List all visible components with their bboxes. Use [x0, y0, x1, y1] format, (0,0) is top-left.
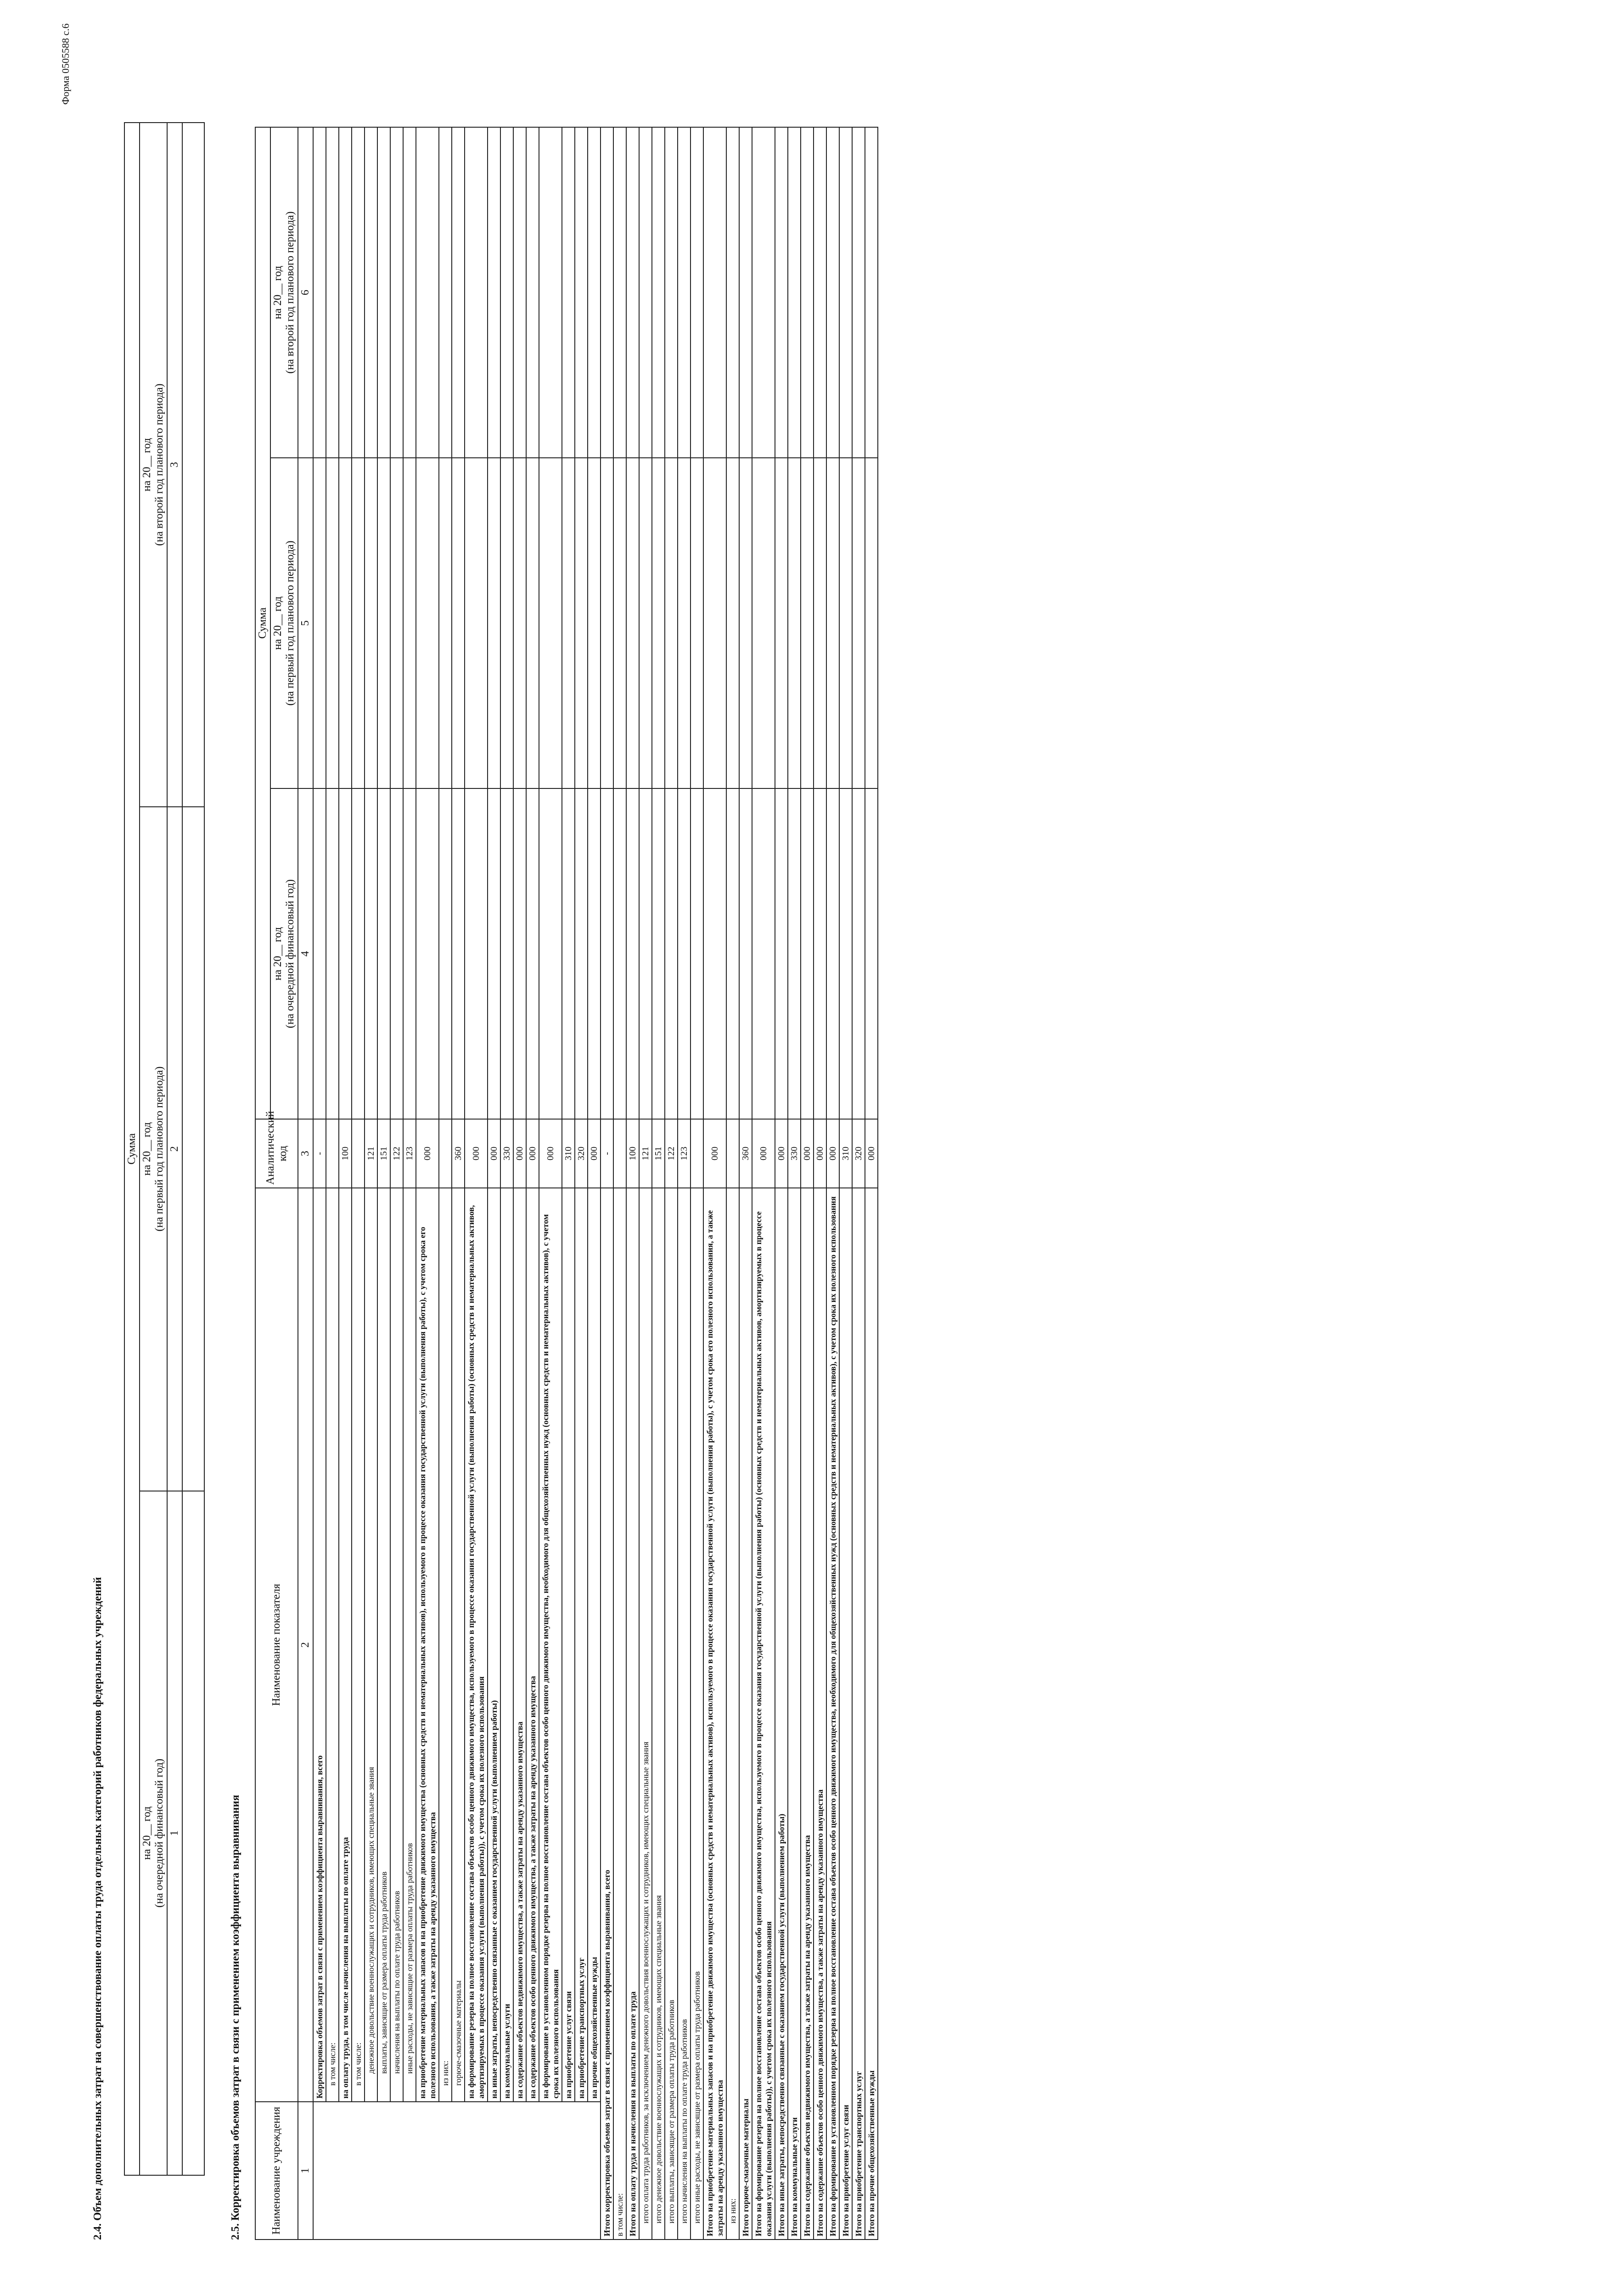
t1-sum-header: Сумма [124, 123, 140, 2175]
total-row [826, 127, 839, 2240]
sum-year-1-cell[interactable] [601, 788, 613, 1119]
table-row [513, 127, 526, 2240]
sum-year-2-cell[interactable] [665, 458, 678, 788]
analytic-code [439, 1119, 452, 1188]
total-label: Итого на иные затраты, непосредственно связанные с оказанием государственной услуги (выполнением работы) [775, 1188, 788, 2240]
sum-year-3-cell[interactable] [403, 127, 416, 458]
t1-col-2-header [140, 807, 167, 1491]
analytic-code [613, 1119, 626, 1188]
sum-year-1-cell[interactable] [562, 788, 575, 1119]
sum-year-2-cell[interactable] [326, 458, 339, 788]
table-row [339, 127, 352, 2240]
sum-year-2-cell[interactable] [801, 458, 814, 788]
t2-code-header: Аналитический код [255, 1119, 298, 1188]
sum-year-3-cell[interactable] [814, 127, 826, 458]
total-row [839, 127, 852, 2240]
table-2-5 [255, 127, 878, 2240]
t2-num-5: 5 [298, 458, 313, 788]
t2-year-3-header [270, 127, 298, 458]
sum-year-2-cell[interactable] [500, 458, 513, 788]
analytic-code: 151 [652, 1119, 665, 1188]
sum-year-2-cell[interactable] [365, 458, 377, 788]
analytic-code: 000 [465, 1119, 488, 1188]
analytic-code: 000 [703, 1119, 726, 1188]
total-label: Итого на приобретение услуг связи [839, 1188, 852, 2240]
analytic-code: 000 [588, 1119, 601, 1188]
analytic-code: 360 [452, 1119, 465, 1188]
analytic-code: 330 [500, 1119, 513, 1188]
sum-year-2-cell[interactable] [726, 458, 739, 788]
sum-year-1-cell[interactable] [652, 788, 665, 1119]
indicator-label: в том числе: [326, 1188, 339, 2102]
sum-year-2-cell[interactable] [601, 458, 613, 788]
sum-year-2-cell[interactable] [452, 458, 465, 788]
sum-year-2-cell[interactable] [752, 458, 775, 788]
t2-year-1-header [270, 788, 298, 1119]
sum-year-1-cell[interactable] [626, 788, 639, 1119]
sum-year-2-cell[interactable] [639, 458, 652, 788]
sum-year-2-cell[interactable] [852, 458, 865, 788]
sum-year-1-cell[interactable] [801, 788, 814, 1119]
table-2-4 [124, 122, 205, 2176]
indicator-label: на формирование резерва на полное восстановление состава объектов особо ценного движимого имущества, используемого в процессе оказания государственной услуги (выполнения работы) (основных средств и нематериальных активов, амортизируемых в процессе оказания услуги (выполнения работы)), с учетом срока их полезного использования [465, 1188, 488, 2102]
sum-year-2-cell[interactable] [814, 458, 826, 788]
analytic-code: 000 [416, 1119, 439, 1188]
indicator-label: на прочие общехозяйственные нужды [588, 1188, 601, 2102]
total-row [691, 127, 703, 2240]
sum-year-3-cell[interactable] [652, 127, 665, 458]
t1-num-3: 3 [167, 123, 182, 807]
sum-year-3-cell[interactable] [452, 127, 465, 458]
sum-year-1-cell[interactable] [678, 788, 691, 1119]
sum-year-1-cell[interactable] [377, 788, 390, 1119]
sum-year-1-cell[interactable] [665, 788, 678, 1119]
sum-year-3-cell[interactable] [365, 127, 377, 458]
total-row [852, 127, 865, 2240]
sum-year-3-cell[interactable] [352, 127, 365, 458]
sum-year-1-cell[interactable] [465, 788, 488, 1119]
sum-year-3-cell[interactable] [588, 127, 601, 458]
sum-year-3-cell[interactable] [852, 127, 865, 458]
t2-num-2: 2 [298, 1188, 313, 2102]
t1-col-3-header [140, 123, 167, 807]
analytic-code: 100 [626, 1119, 639, 1188]
t1-value-3[interactable] [182, 123, 204, 807]
indicator-label: горюче-смазочные материалы [452, 1188, 465, 2102]
sum-year-1-cell[interactable] [865, 788, 878, 1119]
section-2-5-title: 2.5. Корректировка объемов затрат в связи с применением коэффициента выравнивания [230, 1795, 241, 2240]
sum-year-3-cell[interactable] [626, 127, 639, 458]
indicator-label: на коммунальные услуги [500, 1188, 513, 2102]
sum-year-3-cell[interactable] [691, 127, 703, 458]
sum-year-1-cell[interactable] [403, 788, 416, 1119]
total-label: итого денежное довольствие военнослужащих и сотрудников, имеющих специальные звания [652, 1188, 665, 2240]
table-row [390, 127, 403, 2240]
sum-year-1-cell[interactable] [839, 788, 852, 1119]
indicator-label: выплаты, зависящие от размера оплаты труда работников [377, 1188, 390, 2102]
total-label: Итого на содержание объектов особо ценного движимого имущества, а также затраты на аренду указанного имущества [814, 1188, 826, 2240]
total-label: итого начисления на выплаты по оплате труда работников [678, 1188, 691, 2240]
analytic-code: 000 [488, 1119, 500, 1188]
t1-value-1[interactable] [182, 1491, 204, 2175]
indicator-label: начисления на выплаты по оплате труда работников [390, 1188, 403, 2102]
sum-year-2-cell[interactable] [703, 458, 726, 788]
table-row [562, 127, 575, 2240]
total-label: итого иные расходы, не зависящие от размера оплаты труда работников [691, 1188, 703, 2240]
analytic-code: 320 [575, 1119, 588, 1188]
total-label: Итого на формирование в установленном порядке резерва на полное восстановление состава объектов особо ценного движимого имущества, необходимого для общехозяйственных нужд (основных средств и нематериальных активов), с учетом срока их полезного использования [826, 1188, 839, 2240]
analytic-code [726, 1119, 739, 1188]
indicator-label: из них: [439, 1188, 452, 2102]
sum-year-2-cell[interactable] [313, 458, 326, 788]
t1-col-3-period: (на второй год планового периода) [153, 383, 165, 546]
indicator-label: на содержание объектов недвижимого имущества, а также затраты на аренду указанного имущества [513, 1188, 526, 2102]
table-row [500, 127, 513, 2240]
sum-year-2-cell[interactable] [377, 458, 390, 788]
sum-year-2-cell[interactable] [403, 458, 416, 788]
sum-year-1-cell[interactable] [588, 788, 601, 1119]
table-row [313, 127, 326, 2240]
total-label: Итого на приобретение материальных запасов и на приобретение движимого имущества (основных средств и нематериальных активов), используемого в процессе оказания государственной услуги (выполнения работы), с учетом срока его полезного использования, а также затраты на аренду указанного имущества [703, 1188, 726, 2240]
sum-year-2-cell[interactable] [613, 458, 626, 788]
total-label: Итого на оплату труда и начисления на выплаты по оплате труда [626, 1188, 639, 2240]
t2-num-6: 6 [298, 127, 313, 458]
sum-year-1-cell[interactable] [390, 788, 403, 1119]
analytic-code: 122 [390, 1119, 403, 1188]
indicator-label: на приобретение услуг связи [562, 1188, 575, 2102]
indicator-label: на формирование в установленном порядке резерва на полное восстановление состава объектов особо ценного движимого имущества, необходимого для общехозяйственных нужд (основных средств и нематериальных активов), с учетом срока их полезного использования [539, 1188, 562, 2102]
sum-year-1-cell[interactable] [739, 788, 752, 1119]
sum-year-1-cell[interactable] [639, 788, 652, 1119]
total-row [665, 127, 678, 2240]
analytic-code: 310 [562, 1119, 575, 1188]
total-row [775, 127, 788, 2240]
t2-num-3: 3 [298, 1119, 313, 1188]
t1-num-2: 2 [167, 807, 182, 1491]
sum-year-1-cell[interactable] [691, 788, 703, 1119]
analytic-code: 330 [788, 1119, 801, 1188]
table-row [452, 127, 465, 2240]
sum-year-3-cell[interactable] [678, 127, 691, 458]
total-row [801, 127, 814, 2240]
t2-num-4: 4 [298, 788, 313, 1119]
t1-col-1-year: на 20__ год [141, 1806, 153, 1860]
sum-year-3-cell[interactable] [601, 127, 613, 458]
sum-year-3-cell[interactable] [416, 127, 439, 458]
analytic-code: 000 [826, 1119, 839, 1188]
analytic-code: - [313, 1119, 326, 1188]
sum-year-2-cell[interactable] [691, 458, 703, 788]
sum-year-3-cell[interactable] [326, 127, 339, 458]
sum-year-1-cell[interactable] [726, 788, 739, 1119]
sum-year-2-cell[interactable] [513, 458, 526, 788]
sum-year-3-cell[interactable] [377, 127, 390, 458]
sum-year-1-cell[interactable] [439, 788, 452, 1119]
sum-year-1-cell[interactable] [752, 788, 775, 1119]
sum-year-3-cell[interactable] [839, 127, 852, 458]
sum-year-2-cell[interactable] [488, 458, 500, 788]
analytic-code: 123 [678, 1119, 691, 1188]
analytic-code: 000 [539, 1119, 562, 1188]
sum-year-1-cell[interactable] [326, 788, 339, 1119]
table-row [326, 127, 339, 2240]
sum-year-1-cell[interactable] [500, 788, 513, 1119]
indicator-label: на оплату труда, в том числе начисления на выплаты по оплате труда [339, 1188, 352, 2102]
sum-year-3-cell[interactable] [488, 127, 500, 458]
t2-indicator-header: Наименование показателя [255, 1188, 298, 2102]
analytic-code [326, 1119, 339, 1188]
table-row [365, 127, 377, 2240]
indicator-label: иные расходы, не зависящие от размера оплаты труда работников [403, 1188, 416, 2102]
t2-num-1: 1 [298, 2102, 313, 2240]
total-row [639, 127, 652, 2240]
sum-year-3-cell[interactable] [526, 127, 539, 458]
sum-year-2-cell[interactable] [652, 458, 665, 788]
sum-year-2-cell[interactable] [526, 458, 539, 788]
sum-year-2-cell[interactable] [339, 458, 352, 788]
sum-year-3-cell[interactable] [726, 127, 739, 458]
analytic-code: 000 [526, 1119, 539, 1188]
sum-year-1-cell[interactable] [788, 788, 801, 1119]
sum-year-2-cell[interactable] [390, 458, 403, 788]
table-row [526, 127, 539, 2240]
analytic-code: 000 [801, 1119, 814, 1188]
t1-col-1-period: (на очередной финансовый год) [153, 1758, 165, 1908]
sum-year-2-cell[interactable] [739, 458, 752, 788]
analytic-code: 000 [814, 1119, 826, 1188]
analytic-code: 100 [339, 1119, 352, 1188]
sum-year-3-cell[interactable] [562, 127, 575, 458]
total-row [788, 127, 801, 2240]
total-label: из них: [726, 1188, 739, 2240]
table-row [575, 127, 588, 2240]
t2-year-3-label: на 20__ год [272, 265, 284, 320]
sum-year-3-cell[interactable] [313, 127, 326, 458]
sum-year-1-cell[interactable] [826, 788, 839, 1119]
analytic-code: 360 [739, 1119, 752, 1188]
sum-year-2-cell[interactable] [539, 458, 562, 788]
total-label: Итого на формирование резерва на полное восстановление состава объектов особо ценного движимого имущества, используемого в процессе оказания государственной услуги (выполнения работы) (основных средств и нематериальных активов, амортизируемых в процессе оказания услуги (выполнения работы)), с учетом срока их полезного использования [752, 1188, 775, 2240]
t2-institution-header: Наименование учреждения [255, 2102, 298, 2240]
sum-year-1-cell[interactable] [313, 788, 326, 1119]
sum-year-2-cell[interactable] [352, 458, 365, 788]
analytic-code: 121 [365, 1119, 377, 1188]
sum-year-1-cell[interactable] [488, 788, 500, 1119]
t2-year-2-label: на 20__ год [272, 596, 284, 650]
t1-col-3-year: на 20__ год [141, 438, 153, 492]
total-row [703, 127, 726, 2240]
t2-year-2-sub: (на первый год планового периода) [284, 540, 296, 706]
table-row [488, 127, 500, 2240]
total-row [726, 127, 739, 2240]
sum-year-2-cell[interactable] [775, 458, 788, 788]
sum-year-3-cell[interactable] [752, 127, 775, 458]
sum-year-1-cell[interactable] [526, 788, 539, 1119]
sum-year-2-cell[interactable] [575, 458, 588, 788]
sum-year-1-cell[interactable] [703, 788, 726, 1119]
total-row [752, 127, 775, 2240]
total-row [865, 127, 878, 2240]
indicator-label: на приобретение транспортных услуг [575, 1188, 588, 2102]
total-row [601, 127, 613, 2240]
table-row [588, 127, 601, 2240]
total-label: Итого горюче-смазочные материалы [739, 1188, 752, 2240]
total-label: Итого на прочие общехозяйственные нужды [865, 1188, 878, 2240]
analytic-code [352, 1119, 365, 1188]
sum-year-1-cell[interactable] [852, 788, 865, 1119]
table-row [403, 127, 416, 2240]
sum-year-2-cell[interactable] [416, 458, 439, 788]
sum-year-2-cell[interactable] [826, 458, 839, 788]
sum-year-3-cell[interactable] [865, 127, 878, 458]
sum-year-1-cell[interactable] [365, 788, 377, 1119]
sum-year-2-cell[interactable] [865, 458, 878, 788]
section-2-4-title: 2.4. Объем дополнительных затрат на совершенствование оплаты труда отдельных категорий работников федеральных учреждений [92, 1577, 104, 2240]
sum-year-3-cell[interactable] [575, 127, 588, 458]
table-row [439, 127, 452, 2240]
sum-year-2-cell[interactable] [788, 458, 801, 788]
sum-year-2-cell[interactable] [588, 458, 601, 788]
sum-year-1-cell[interactable] [814, 788, 826, 1119]
sum-year-3-cell[interactable] [788, 127, 801, 458]
table-row [416, 127, 439, 2240]
sum-year-3-cell[interactable] [513, 127, 526, 458]
analytic-code: 121 [639, 1119, 652, 1188]
sum-year-3-cell[interactable] [613, 127, 626, 458]
t2-year-1-sub: (на очередной финансовый год) [284, 879, 296, 1029]
total-row [613, 127, 626, 2240]
total-row [739, 127, 752, 2240]
t2-sum-header: Сумма [255, 127, 270, 1119]
sum-year-1-cell[interactable] [775, 788, 788, 1119]
sum-year-2-cell[interactable] [626, 458, 639, 788]
table-row [465, 127, 488, 2240]
sum-year-1-cell[interactable] [452, 788, 465, 1119]
table-row [539, 127, 562, 2240]
analytic-code: 000 [865, 1119, 878, 1188]
total-label: в том числе: [613, 1188, 626, 2240]
sum-year-3-cell[interactable] [439, 127, 452, 458]
t1-col-2-period: (на первый год планового периода) [153, 1066, 165, 1232]
sum-year-3-cell[interactable] [539, 127, 562, 458]
sum-year-3-cell[interactable] [826, 127, 839, 458]
table-row [377, 127, 390, 2240]
total-label: Итого корректировка объемов затрат в связи с применением коэффициента выравнивания, всего [601, 1188, 613, 2240]
sum-year-1-cell[interactable] [339, 788, 352, 1119]
analytic-code: 151 [377, 1119, 390, 1188]
total-label: итого выплаты, зависящие от размера оплаты труда работников [665, 1188, 678, 2240]
sum-year-3-cell[interactable] [500, 127, 513, 458]
t1-num-1: 1 [167, 1491, 182, 2175]
indicator-label: денежное довольствие военнослужащих и сотрудников, имеющих специальные звания [365, 1188, 377, 2102]
sum-year-2-cell[interactable] [439, 458, 452, 788]
total-label: итого оплата труда работников, за исключением денежного довольствия военнослужащих и сотрудников, имеющих специальные звания [639, 1188, 652, 2240]
sum-year-2-cell[interactable] [562, 458, 575, 788]
t1-col-1-header [140, 1491, 167, 2175]
indicator-label: в том числе: [352, 1188, 365, 2102]
form-number: Форма 0505588 с.6 [60, 23, 71, 105]
analytic-code: 320 [852, 1119, 865, 1188]
sum-year-1-cell[interactable] [575, 788, 588, 1119]
sum-year-3-cell[interactable] [639, 127, 652, 458]
indicator-label: Корректировка объемов затрат в связи с применением коэффициента выравнивания, всего [313, 1188, 326, 2102]
total-row [626, 127, 639, 2240]
indicator-label: на приобретение материальных запасов и на приобретение движимого имущества (основных средств и нематериальных активов), используемого в процессе оказания государственной услуги (выполнения работы), с учетом срока его полезного использования, а также затраты на аренду указанного имущества [416, 1188, 439, 2102]
table-row [352, 127, 365, 2240]
analytic-code: 000 [775, 1119, 788, 1188]
sum-year-3-cell[interactable] [665, 127, 678, 458]
t1-col-2-year: на 20__ год [141, 1122, 153, 1176]
total-label: Итого на коммунальные услуги [788, 1188, 801, 2240]
total-row [678, 127, 691, 2240]
analytic-code: 310 [839, 1119, 852, 1188]
analytic-code [691, 1119, 703, 1188]
sum-year-2-cell[interactable] [678, 458, 691, 788]
total-label: Итого на содержание объектов недвижимого имущества, а также затраты на аренду указанного имущества [801, 1188, 814, 2240]
sum-year-2-cell[interactable] [839, 458, 852, 788]
sum-year-3-cell[interactable] [739, 127, 752, 458]
total-label: Итого на приобретение транспортных услуг [852, 1188, 865, 2240]
sum-year-3-cell[interactable] [801, 127, 814, 458]
sum-year-3-cell[interactable] [390, 127, 403, 458]
indicator-label: на содержание объектов особо ценного движимого имущества, а также затраты на аренду указанного имущества [526, 1188, 539, 2102]
indicator-label: на иные затраты, непосредственно связанные с оказанием государственной услуги (выполнением работы) [488, 1188, 500, 2102]
analytic-code: 123 [403, 1119, 416, 1188]
analytic-code: - [601, 1119, 613, 1188]
sum-year-3-cell[interactable] [703, 127, 726, 458]
total-row [652, 127, 665, 2240]
analytic-code: 000 [513, 1119, 526, 1188]
sum-year-1-cell[interactable] [416, 788, 439, 1119]
sum-year-1-cell[interactable] [352, 788, 365, 1119]
sum-year-1-cell[interactable] [539, 788, 562, 1119]
sum-year-3-cell[interactable] [339, 127, 352, 458]
t2-year-2-header [270, 458, 298, 788]
institution-name-cell[interactable] [313, 2102, 601, 2240]
sum-year-3-cell[interactable] [775, 127, 788, 458]
sum-year-2-cell[interactable] [465, 458, 488, 788]
total-row [814, 127, 826, 2240]
analytic-code: 000 [752, 1119, 775, 1188]
t1-value-2[interactable] [182, 807, 204, 1491]
sum-year-3-cell[interactable] [465, 127, 488, 458]
sum-year-1-cell[interactable] [613, 788, 626, 1119]
t2-year-1-label: на 20__ год [272, 927, 284, 981]
t2-year-3-sub: (на второй год планового периода) [284, 211, 296, 374]
analytic-code: 122 [665, 1119, 678, 1188]
sum-year-1-cell[interactable] [513, 788, 526, 1119]
